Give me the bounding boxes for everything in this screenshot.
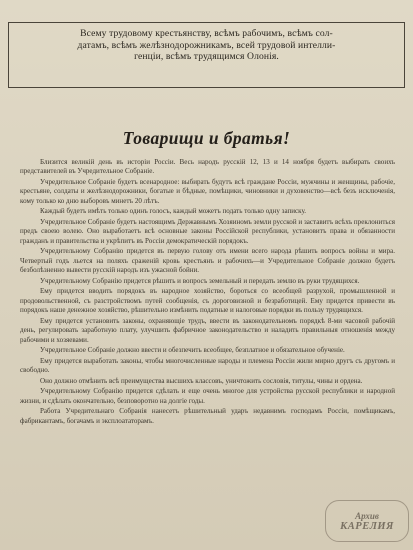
- stamp-line-2: КАРЕЛИЯ: [340, 520, 394, 532]
- paragraph: Учредительное Собраніе будетъ настоящимъ Державнымъ Хозяиномъ земли русской и заставитъ всѣхъ преклониться предъ своею волею. Оно выработаетъ всѣ основные законы Россійской республики, установитъ права и обязанности гражданъ и правительства и укрѣпитъ въ Россіи демократическій порядокъ.: [20, 218, 395, 245]
- paragraph: Учредительному Собранію придется рѣшить и вопросъ земельный и передать землю въ руки трудящихся.: [40, 276, 360, 285]
- paragraph: Ему придется вводить порядокъ въ народное хозяйство, бороться со всеобщей разрухой, промышленной и продовольственной, съ разстройствомъ путей сообщенія, съ дороговизной и безработицей. Ему придется привести въ порядокъ наше денежное хозяйство, рѣшительно измѣнить податные и налоговые порядки въ пользу трудящихся.: [20, 287, 395, 315]
- paragraph: Работа Учредительнаго Собранія нанесетъ рѣшительный ударъ недавнимъ господамъ Россіи, помѣщикамъ, фабрикантамъ, богачамъ и эксплоататорамъ.: [20, 407, 395, 425]
- address-line-1: Всему трудовому крестьянству, всѣмъ рабочимъ, всѣмъ сол-: [80, 28, 333, 39]
- address-header-box: [8, 22, 405, 88]
- stamp-line-1: Архив: [355, 510, 379, 521]
- archive-stamp: [325, 500, 409, 542]
- paragraph: Учредительному Собранію придется въ первую голову отъ имени всего народа рѣшить вопросъ войны и мира. Четвертый годъ льется на поляхъ сраженій кровь крестьянъ и рабочихъ—и Учредительное Собраніе должно будетъ безболѣзненно вывести русскій народъ изъ ужасной бойни.: [20, 247, 395, 275]
- paragraph: Учредительному Собранію придется сдѣлать и еще очень многое для устройства русской республики и народной жизни, и сдѣлать окончательно, безповоротно на долгіе годы.: [20, 387, 395, 405]
- leaflet-body: [20, 158, 395, 427]
- paragraph: Учредительное Собраніе будетъ всенародное: выбирать будутъ всѣ граждане Россіи, мужчины и женщины, рабочіе, крестьяне, солдаты и желѣзнодорожники, богатые и бѣдные, помѣщики, чиновники и духовенство—всѣ безъ исключенія, кому только ко дню выборовъ минетъ 20 лѣтъ.: [20, 178, 395, 205]
- address-line-3: генціи, всѣмъ трудящимся Олонія.: [134, 51, 279, 63]
- paragraph: Ему придется установить законы, охраняющіе трудъ, ввести въ законодательномъ порядкѣ 8-ми часовой рабочій день, регулировать заработную плату, улучшить фабричное законодательство и наладить правильныя отношенія между рабочими и хозяевами.: [20, 316, 395, 344]
- paragraph: Близится великій день въ исторіи Россіи. Весь народъ русскій 12, 13 и 14 ноября будетъ выбирать своихъ представителей въ Учредительное Собраніе.: [20, 158, 395, 176]
- paragraph: Учредительное Собраніе должно ввести и обезпечить всеобщее, безплатное и обязательное обученіе.: [40, 346, 345, 355]
- headline: Товарищи и братья!: [122, 128, 291, 148]
- address-line-2: датамъ, всѣмъ желѣзнодорожникамъ, всей трудовой интелли-: [77, 39, 336, 51]
- paragraph: Каждый будетъ имѣть только одинъ голосъ, каждый можетъ подать только одну записку.: [40, 207, 307, 216]
- paragraph: Ему придется выработать законы, чтобы многочисленные народы и племена Россіи жили мирно другъ съ другомъ и свободно.: [20, 356, 395, 375]
- paragraph: Оно должно отмѣнить всѣ преимущества высшихъ классовъ, уничтожить сословія, титулы, чины и ордена.: [40, 376, 363, 385]
